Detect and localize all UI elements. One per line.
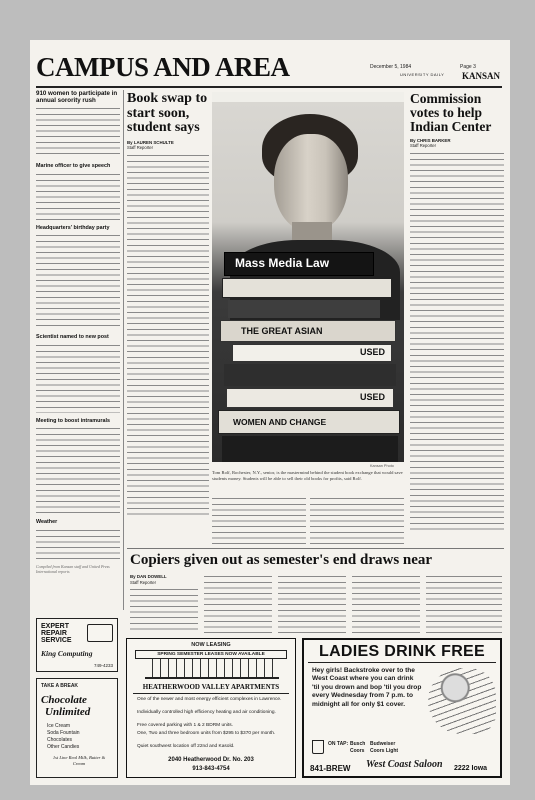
ad-heatherwood-special: SPRING SEMESTER LEASES NOW AVAILABLE bbox=[135, 650, 287, 659]
book-title: Mass Media Law bbox=[235, 256, 330, 270]
book-spine bbox=[218, 410, 400, 434]
ad-expert-repair bbox=[36, 618, 118, 672]
ad-ladies-body: Hey girls! Backstroke over to the West Coast where you can drink 'til you drown and bop 'til you drop every Wednesday from 7 p.m. to midnight all for only $1 cover. bbox=[312, 667, 422, 708]
masthead-page: Page 3 bbox=[460, 64, 476, 70]
ad-ladies-beer: Coors bbox=[350, 748, 365, 754]
book-swap-text bbox=[127, 153, 209, 519]
ad-chocolate-item: Chocolates bbox=[47, 737, 73, 743]
brief-text bbox=[36, 233, 120, 329]
ad-heatherwood-bullet: One, Two and three bedroom units from $295 to $370 per month. bbox=[137, 731, 276, 736]
photo-credit: Kansan Photo bbox=[370, 464, 394, 468]
brief-credit: Compiled from Kansan staff and United Press International reports bbox=[36, 563, 110, 574]
brief-text bbox=[36, 172, 120, 220]
brief-text bbox=[36, 106, 120, 158]
ad-ladies-headline: LADIES DRINK FREE bbox=[319, 643, 485, 660]
book-spine bbox=[224, 364, 396, 386]
commission-byline: By CHRIS BARKER bbox=[410, 138, 451, 143]
copiers-text bbox=[278, 574, 346, 633]
book-spine bbox=[222, 278, 392, 298]
ad-expert-business: King Computing bbox=[41, 649, 93, 658]
ad-heatherwood-bullet: Individually controlled high efficiency heating and air conditioning. bbox=[137, 710, 276, 715]
ad-heatherwood bbox=[126, 638, 296, 778]
copiers-byline-role: Staff Reporter bbox=[130, 580, 156, 585]
ad-chocolate-name-2: Unlimited bbox=[45, 706, 91, 718]
ad-heatherwood-bullet: One of the newer and most energy efficient complexes in Lawrence. bbox=[137, 697, 282, 702]
brief-text bbox=[36, 426, 120, 514]
book-spine bbox=[232, 344, 392, 362]
ad-expert-line3: SERVICE bbox=[41, 637, 72, 644]
ad-heatherwood-rule bbox=[133, 693, 289, 694]
ad-ladies-beer: Budweiser bbox=[370, 741, 396, 747]
ad-chocolate-footer: 1st Line Real Milk, Butter & Cream bbox=[52, 755, 106, 766]
ad-heatherwood-address: 2040 Heatherwood Dr. No. 203 bbox=[168, 757, 254, 763]
ad-ladies-phone: 841-BREW bbox=[310, 764, 351, 773]
ad-chocolate-item: Other Candies bbox=[47, 744, 80, 750]
newspaper-page bbox=[30, 40, 510, 785]
copiers-text bbox=[426, 574, 502, 633]
book-swap-byline: By LAUREN SCHULTE bbox=[127, 139, 174, 145]
photo-caption: Tom Rolf, Rochester, N.Y., senior, is the mastermind behind the student book exchange that would save students money. Students will be able to sell their old books for profits, said Rolf. bbox=[212, 470, 403, 481]
building-illustration bbox=[145, 659, 279, 679]
commission-headline: Commission votes to help Indian Center bbox=[410, 92, 492, 134]
masthead-paper-name: KANSAN bbox=[462, 71, 501, 81]
photo-subject-face bbox=[274, 134, 348, 232]
ad-ladies-beer: Coors Light bbox=[370, 748, 399, 754]
beer-mug-icon bbox=[312, 740, 324, 754]
copiers-text bbox=[130, 587, 198, 633]
book-spine bbox=[222, 436, 398, 462]
book-swap-text-continued bbox=[212, 496, 306, 544]
ad-expert-line1: EXPERT bbox=[41, 623, 70, 630]
masthead-date: December 5, 1984 bbox=[370, 64, 412, 70]
book-title: WOMEN AND CHANGE bbox=[233, 417, 327, 427]
book-spine bbox=[228, 300, 380, 318]
book-spine bbox=[226, 388, 394, 408]
book-spine bbox=[220, 320, 396, 342]
book-used-stamp: USED bbox=[359, 392, 385, 402]
book-swap-story bbox=[127, 92, 209, 547]
brief-headline-scientist: Scientist named to new post bbox=[36, 334, 109, 340]
masthead-rule bbox=[36, 86, 502, 88]
commission-story bbox=[410, 92, 504, 547]
book-swap-headline: Book swap to start soon, student says bbox=[127, 92, 208, 135]
column-rule bbox=[123, 90, 124, 610]
book-used-stamp: USED bbox=[359, 347, 385, 357]
ad-chocolate-name-1: Chocolate bbox=[41, 694, 87, 706]
student-photo bbox=[212, 92, 404, 462]
book-swap-byline-role: Staff Reporter bbox=[127, 144, 153, 150]
copiers-headline: Copiers given out as semester's end draws near bbox=[130, 552, 433, 568]
commission-text bbox=[410, 151, 504, 533]
ad-heatherwood-bullet: Free covered parking with 1 & 2 BDRM units. bbox=[137, 723, 233, 728]
ad-heatherwood-name: HEATHERWOOD VALLEY APARTMENTS bbox=[142, 683, 280, 691]
book-spine bbox=[224, 252, 374, 276]
brief-headline-party: Headquarters' birthday party bbox=[36, 224, 110, 231]
story-divider bbox=[127, 548, 504, 549]
ad-chocolate-unlimited bbox=[36, 678, 118, 778]
ad-ladies-venue: West Coast Saloon bbox=[366, 759, 443, 770]
ad-ladies-address: 2222 Iowa bbox=[454, 765, 488, 772]
book-title: THE GREAT ASIAN bbox=[241, 326, 323, 336]
ad-heatherwood-top: NOW LEASING bbox=[191, 642, 231, 648]
left-column bbox=[36, 90, 120, 670]
ad-expert-line2: REPAIR bbox=[41, 630, 67, 637]
ad-ladies-tap-label: ON TAP: bbox=[328, 741, 349, 747]
computer-icon bbox=[87, 624, 113, 642]
section-title: CAMPUS AND AREA bbox=[36, 52, 290, 82]
ad-chocolate-item: Soda Fountain bbox=[47, 730, 80, 736]
ad-ladies-rule bbox=[308, 662, 496, 663]
ad-ladies-beer: Busch bbox=[350, 741, 366, 747]
brief-headline-marine: Marine officer to give speech bbox=[36, 163, 111, 169]
ad-heatherwood-bullet: Quiet southwest location off 22nd and Kasold. bbox=[137, 744, 235, 749]
ad-chocolate-item: Ice Cream bbox=[47, 723, 71, 729]
brief-text bbox=[36, 528, 120, 560]
ad-ladies-drink-free bbox=[302, 638, 502, 778]
brief-text bbox=[36, 343, 120, 413]
book-swap-text-continued bbox=[310, 496, 404, 544]
commission-byline-role: Staff Reporter bbox=[410, 143, 436, 148]
copiers-byline: By DAN DOWELL bbox=[130, 574, 167, 579]
copiers-text bbox=[204, 574, 272, 633]
copiers-text bbox=[352, 574, 420, 633]
brief-headline-intramurals: Meeting to boost intramurals bbox=[36, 417, 110, 424]
brief-headline-weather: Weather bbox=[36, 519, 58, 525]
swimmer-illustration bbox=[428, 668, 496, 734]
ad-heatherwood-phone: 913-843-4754 bbox=[192, 766, 230, 772]
ad-chocolate-tag: TAKE A BREAK bbox=[41, 683, 79, 689]
ad-expert-phone: 749-4233 bbox=[93, 663, 113, 668]
masthead-paper-label: UNIVERSITY DAILY bbox=[400, 72, 445, 77]
brief-headline-rush: 910 women to participate in annual sorority rush bbox=[36, 90, 118, 104]
